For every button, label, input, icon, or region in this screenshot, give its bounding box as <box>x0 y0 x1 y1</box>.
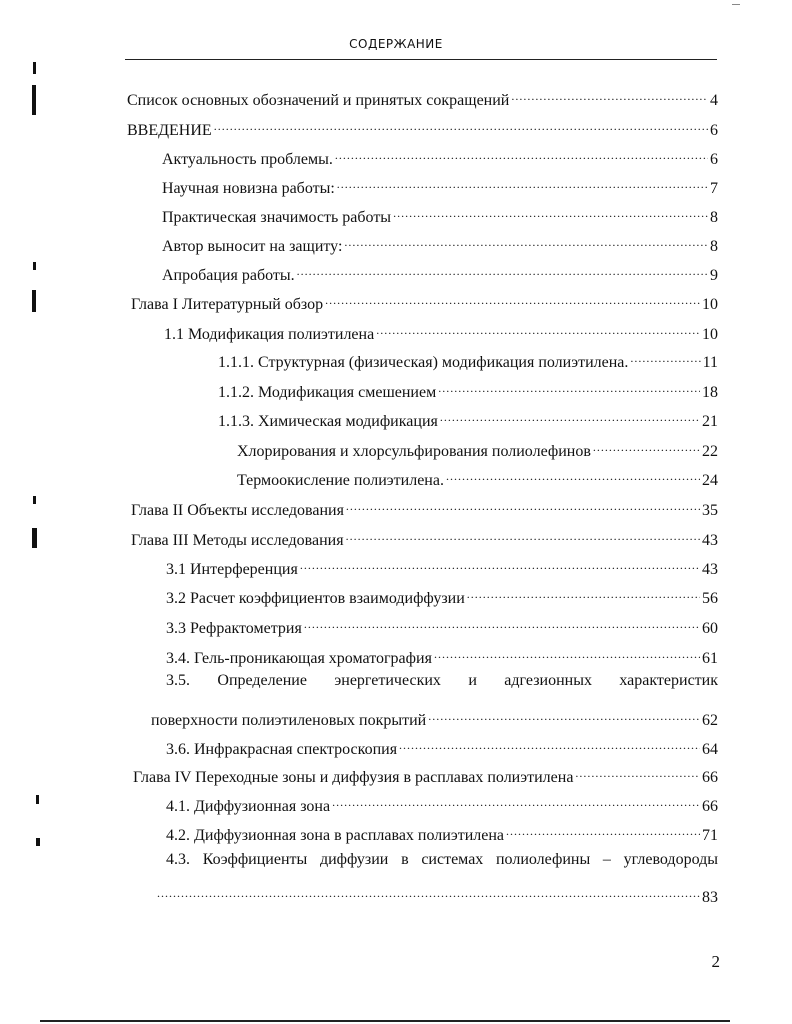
toc-leader-dots <box>335 142 708 164</box>
page-number: 2 <box>711 952 720 971</box>
toc-leader-dots <box>593 434 700 456</box>
toc-entry-title: Глава II Объекты исследования <box>131 502 344 519</box>
toc-leader-dots <box>440 404 700 426</box>
toc-leader-dots <box>446 463 700 485</box>
toc-entry-page: 22 <box>702 443 718 460</box>
header-rule <box>125 59 717 60</box>
toc-leader-dots <box>630 345 700 367</box>
scan-mark <box>33 262 36 270</box>
toc-entry-title: Автор выносит на защиту: <box>162 238 343 255</box>
toc-leader-dots <box>297 258 708 280</box>
toc-entry-page: 8 <box>710 238 718 255</box>
toc-leader-dots <box>376 317 700 339</box>
toc-entry-line1[interactable]: 3.5. Определение энергетических и адгезионных характеристик <box>166 672 718 689</box>
toc-entry-page: 60 <box>702 620 718 637</box>
toc-leader-dots <box>467 581 700 603</box>
toc-entry[interactable] <box>237 463 718 489</box>
toc-entry-page: 64 <box>702 741 718 758</box>
toc-entry-page: 9 <box>710 267 718 284</box>
toc-leader-dots <box>428 703 700 725</box>
toc-entry[interactable] <box>166 789 718 815</box>
toc-entry-page: 71 <box>702 827 718 844</box>
toc-entry-title: Практическая значимость работы <box>162 209 392 226</box>
page-header-title: СОДЕРЖАНИЕ <box>349 37 443 51</box>
toc-entry-page: 11 <box>702 354 718 371</box>
toc-entry-title: 1.1.1. Структурная (физическая) модификация полиэтилена. <box>218 354 629 371</box>
toc-entry[interactable] <box>218 375 718 401</box>
toc-entry[interactable] <box>127 113 718 139</box>
toc-entry[interactable] <box>155 880 718 906</box>
toc-entry-page: 35 <box>702 502 718 519</box>
scan-mark <box>32 528 37 548</box>
scan-mark <box>36 795 39 804</box>
toc-leader-dots <box>393 200 708 222</box>
toc-entry[interactable] <box>131 493 718 519</box>
toc-leader-dots <box>346 523 700 545</box>
toc-entry-page: 8 <box>710 209 718 226</box>
toc-entry-title: 4.1. Диффузионная зона <box>166 798 331 815</box>
toc-entry[interactable] <box>133 760 718 786</box>
scan-mark <box>32 290 36 312</box>
toc-entry-title: Глава III Методы исследования <box>131 532 344 549</box>
toc-entry-title: 3.1 Интерференция <box>166 561 298 578</box>
toc-leader-dots <box>575 760 700 782</box>
toc-entry[interactable] <box>218 345 718 371</box>
toc-entry-title: поверхности полиэтиленовых покрытий <box>151 712 427 729</box>
toc-entry-title: 1.1 Модификация полиэтилена <box>164 326 375 343</box>
bottom-edge-rule <box>40 1020 730 1022</box>
toc-entry-title: 3.3 Рефрактометрия <box>166 620 302 637</box>
toc-entry-title: 3.6. Инфракрасная спектроскопия <box>166 741 398 758</box>
toc-leader-dots <box>337 171 708 193</box>
toc-entry[interactable] <box>127 83 718 109</box>
toc-entry-page: 18 <box>702 384 718 401</box>
toc-entry-page: 6 <box>710 122 718 139</box>
toc-entry-title: 3.2 Расчет коэффициентов взаимодиффузии <box>166 590 465 607</box>
toc-entry[interactable] <box>166 552 718 578</box>
toc-entry-page: 24 <box>702 472 718 489</box>
toc-entry-title: 4.2. Диффузионная зона в расплавах полиэтилена <box>166 827 504 844</box>
toc-entry-page: 10 <box>702 326 718 343</box>
toc-entry-title: Хлорирования и хлорсульфирования полиолефинов <box>237 443 591 460</box>
toc-entry-page: 7 <box>710 180 718 197</box>
toc-entry-title: Термоокисление полиэтилена. <box>237 472 444 489</box>
scan-mark <box>732 4 740 5</box>
toc-entry[interactable] <box>166 581 718 607</box>
toc-entry[interactable] <box>162 229 718 255</box>
toc-leader-dots <box>511 83 708 105</box>
toc-entry-page: 83 <box>702 889 718 906</box>
toc-entry-title: 3.4. Гель-проникающая хроматография <box>166 650 432 667</box>
toc-entry-page: 61 <box>702 650 718 667</box>
toc-entry-page: 66 <box>702 769 718 786</box>
scan-mark <box>36 838 40 846</box>
toc-entry-page: 43 <box>702 561 718 578</box>
toc-entry-page: 66 <box>702 798 718 815</box>
toc-leader-dots <box>214 113 708 135</box>
toc-entry-page: 43 <box>702 532 718 549</box>
toc-entry[interactable] <box>166 732 718 758</box>
toc-entry[interactable] <box>131 287 718 313</box>
toc-entry[interactable] <box>162 171 718 197</box>
toc-leader-dots <box>157 880 700 902</box>
toc-entry-page: 6 <box>710 151 718 168</box>
toc-entry-title: 1.1.2. Модификация смешением <box>218 384 437 401</box>
toc-entry[interactable] <box>218 404 718 430</box>
toc-entry[interactable] <box>166 641 718 667</box>
toc-entry-title: Глава I Литературный обзор <box>131 296 324 313</box>
toc-entry-page: 10 <box>702 296 718 313</box>
toc-entry[interactable] <box>164 317 718 343</box>
scan-mark <box>32 85 36 115</box>
toc-entry-title: Апробация работы. <box>162 267 295 284</box>
toc-entry-title: Актуальность проблемы. <box>162 151 333 168</box>
toc-leader-dots <box>332 789 700 811</box>
scan-mark <box>33 62 36 74</box>
toc-entry[interactable] <box>162 200 718 226</box>
toc-entry-page: 56 <box>702 590 718 607</box>
toc-leader-dots <box>300 552 700 574</box>
toc-entry-title: Список основных обозначений и принятых сокращений <box>127 92 510 109</box>
toc-entry-title: Глава IV Переходные зоны и диффузия в расплавах полиэтилена <box>133 769 574 786</box>
toc-entry[interactable] <box>162 258 718 284</box>
toc-leader-dots <box>506 818 700 840</box>
toc-entry[interactable] <box>162 142 718 168</box>
toc-entry[interactable] <box>166 818 718 844</box>
toc-leader-dots <box>438 375 700 397</box>
toc-entry-page: 62 <box>702 712 718 729</box>
scan-mark <box>33 496 36 504</box>
toc-leader-dots <box>304 611 700 633</box>
toc-leader-dots <box>434 641 700 663</box>
toc-leader-dots <box>346 493 700 515</box>
toc-entry-title: ВВЕДЕНИЕ <box>127 122 212 139</box>
toc-entry-page: 4 <box>710 92 718 109</box>
toc-entry[interactable] <box>166 611 718 637</box>
toc-entry-line1[interactable]: 4.3. Коэффициенты диффузии в системах полиолефины – углеводороды <box>166 851 718 868</box>
toc-entry[interactable] <box>237 434 718 460</box>
toc-leader-dots <box>325 287 700 309</box>
toc-entry[interactable] <box>131 523 718 549</box>
toc-entry-title: 1.1.3. Химическая модификация <box>218 413 438 430</box>
toc-leader-dots <box>344 229 708 251</box>
toc-leader-dots <box>399 732 700 754</box>
toc-entry-title: Научная новизна работы: <box>162 180 335 197</box>
toc-entry-page: 21 <box>702 413 718 430</box>
toc-entry[interactable] <box>151 703 718 729</box>
